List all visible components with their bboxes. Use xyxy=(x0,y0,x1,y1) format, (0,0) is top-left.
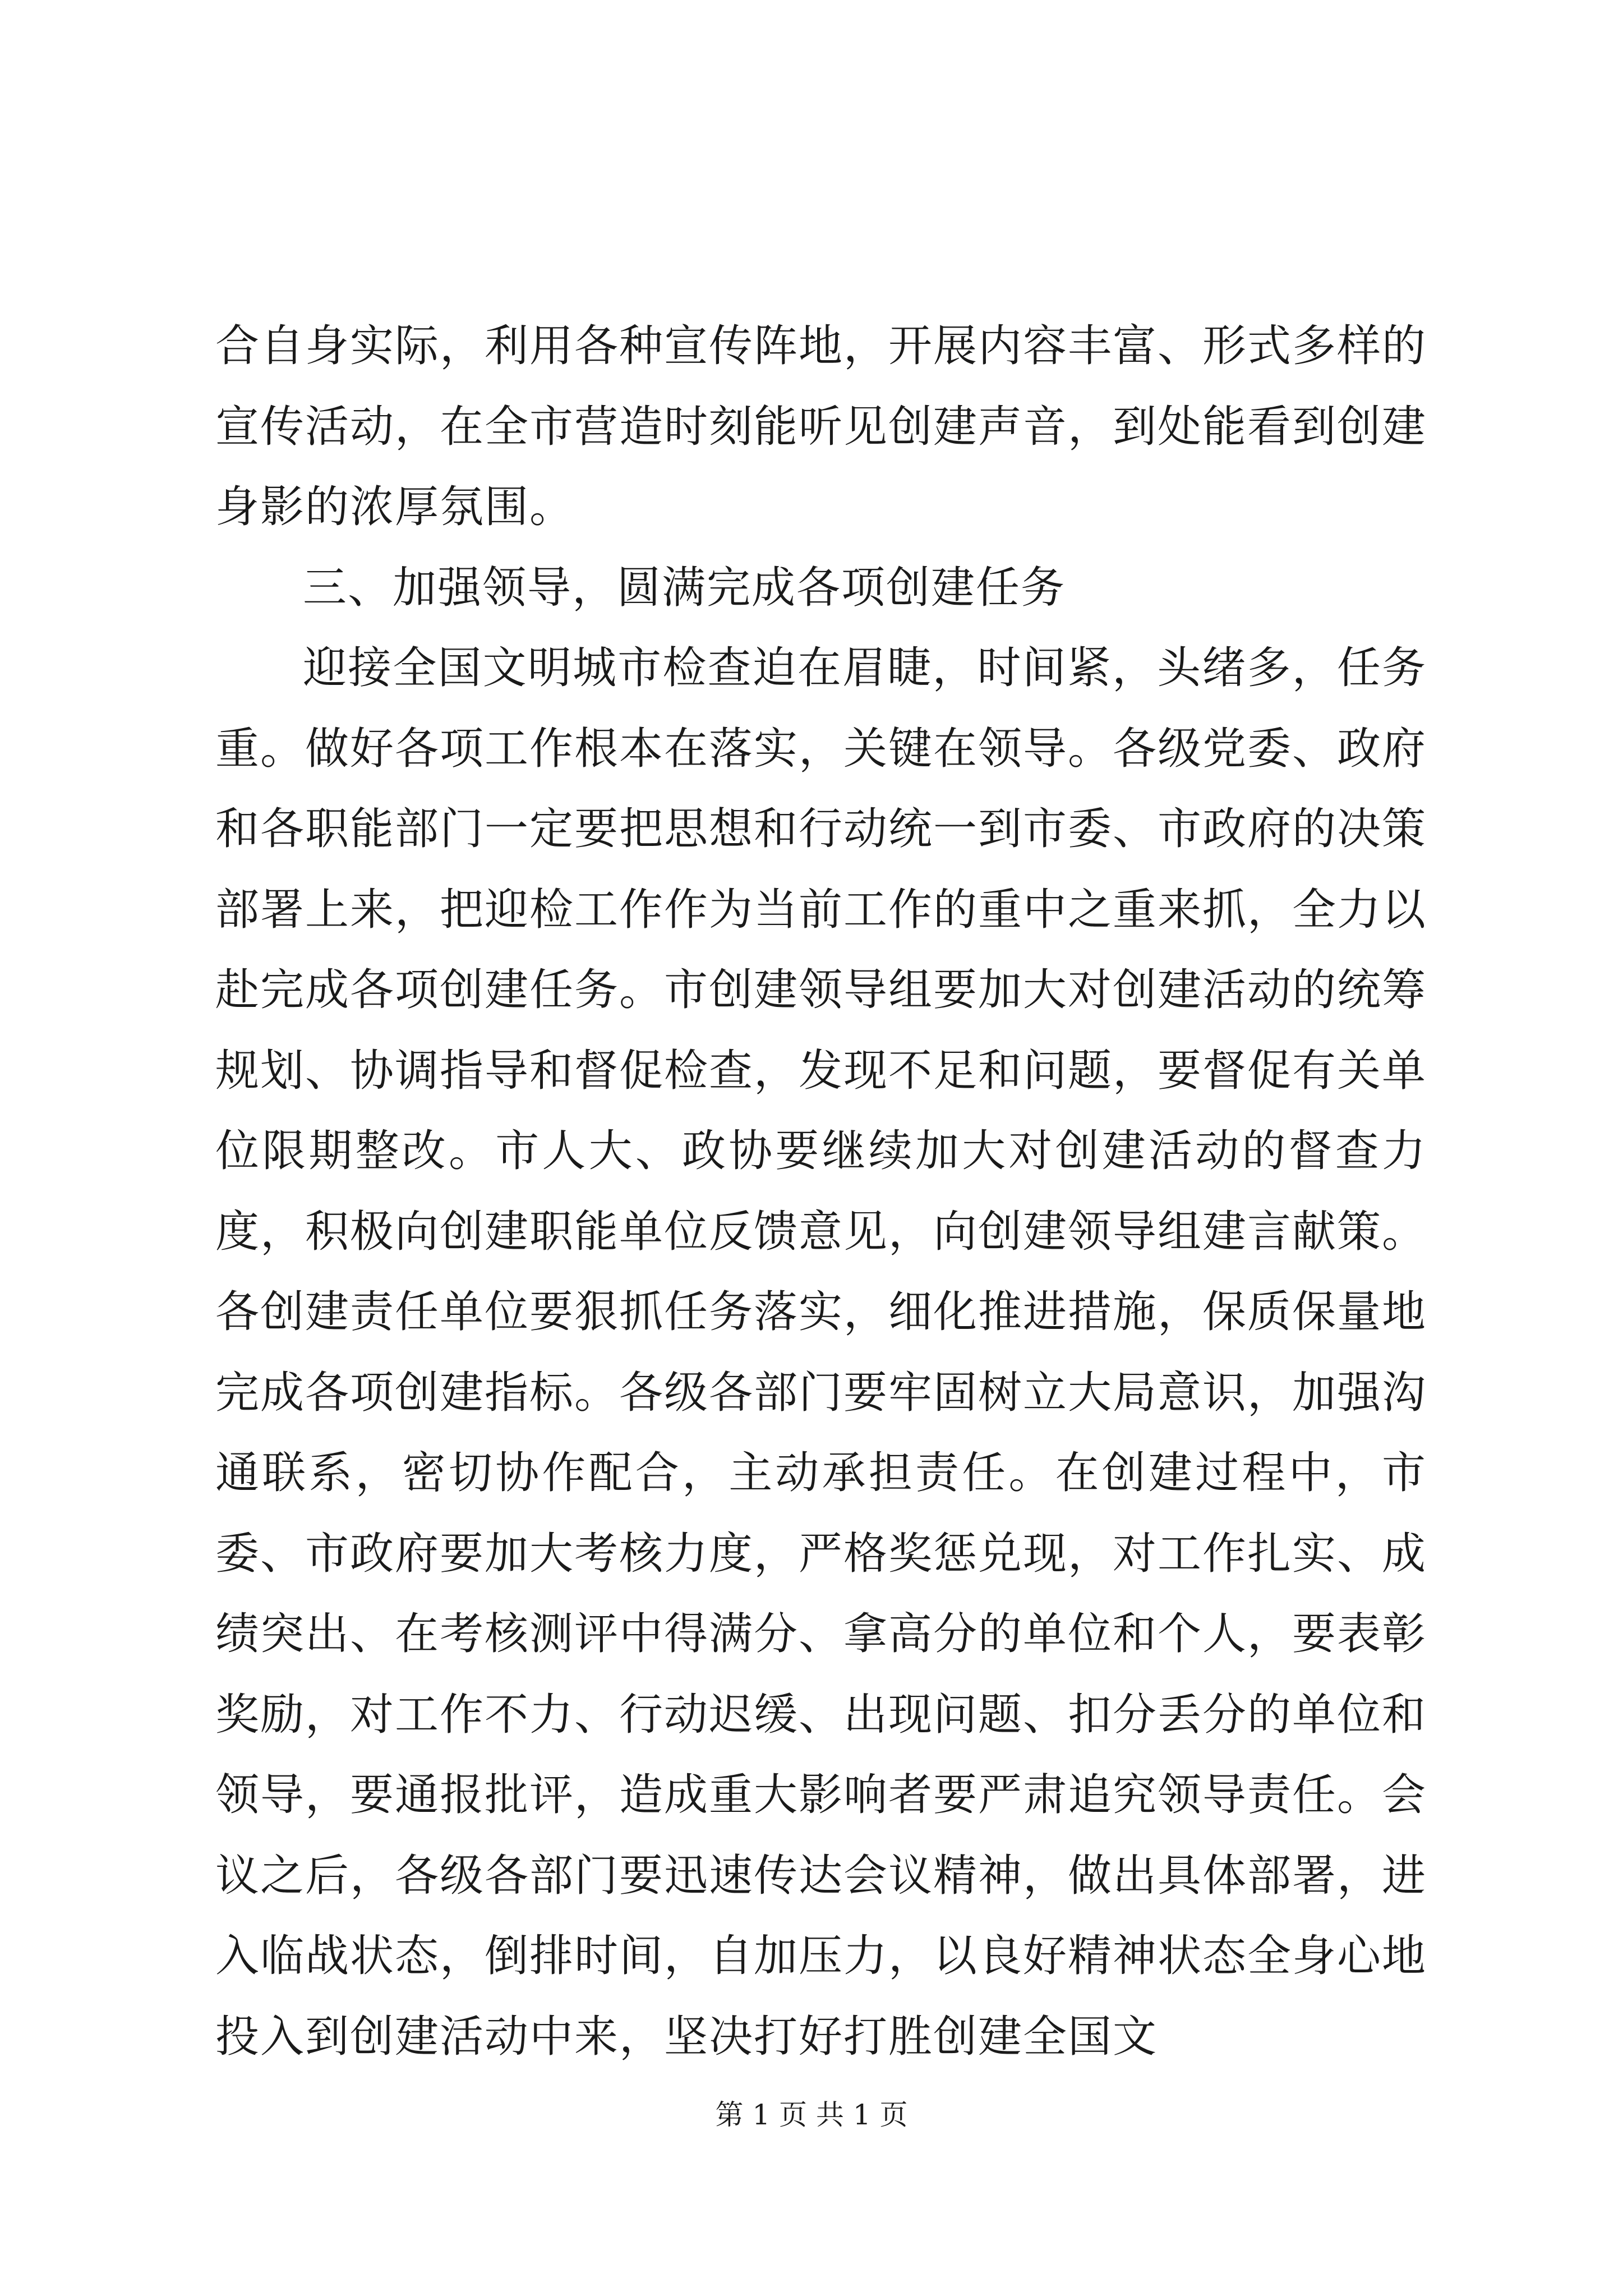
document-body xyxy=(215,306,1427,2077)
page-number-label: 第 1 页 共 1 页 xyxy=(715,2099,908,2131)
section-heading: 三、加强领导，圆满完成各项创建任务 xyxy=(303,562,1066,613)
paragraph-continuation: 合自身实际，利用各种宣传阵地，开展内容丰富、形式多样的宣传活动，在全市营造时刻能听见创建声音，到处能看到创建身影的浓厚氛围。 xyxy=(215,321,1427,532)
page-footer xyxy=(0,2098,1623,2132)
paragraph-body: 迎接全国文明城市检查迫在眉睫，时间紧，头绪多，任务重。做好各项工作根本在落实，关键在领导。各级党委、政府和各职能部门一定要把思想和行动统一到市委、市政府的决策部署上来，把迎检工作作为当前工作的重中之重来抓，全力以赴完成各项创建任务。市创建领导组要加大对创建活动的统筹规划、协调指导和督促检查，发现不足和问题，要督促有关单位限期整改。市人大、政协要继续加大对创建活动的督查力度，积极向创建职能单位反馈意见，向创建领导组建言献策。各创建责任单位要狠抓任务落实，细化推进措施，保质保量地完成各项创建指标。各级各部门要牢固树立大局意识，加强沟通联系，密切协作配合，主动承担责任。在创建过程中，市委、市政府要加大考核力度，严格奖惩兑现，对工作扎实、成绩突出、在考核测评中得满分、拿高分的单位和个人，要表彰奖励，对工作不力、行动迟缓、出现问题、扣分丢分的单位和领导，要通报批评，造成重大影响者要严肃追究领导责任。会议之后，各级各部门要迅速传达会议精神，做出具体部署，进入临战状态，倒排时间，自加压力，以良好精神状态全身心地投入到创建活动中来，坚决打好打胜创建全国文 xyxy=(215,643,1427,2062)
